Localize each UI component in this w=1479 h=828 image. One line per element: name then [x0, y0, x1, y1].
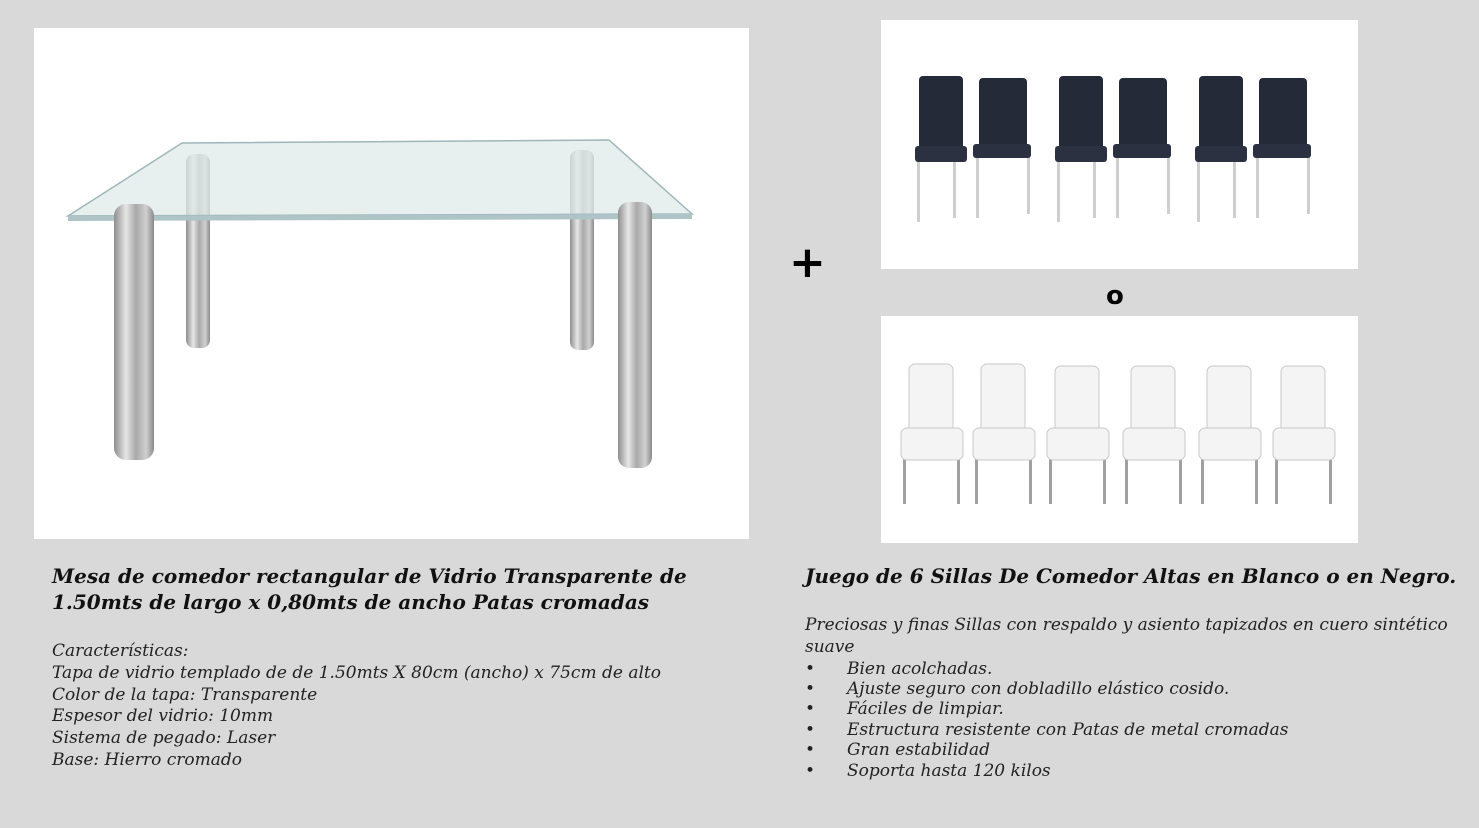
- chairs-feature-item: • Ajuste seguro con dobladillo elástico cosido.: [805, 679, 1455, 699]
- plus-sign: +: [789, 237, 826, 288]
- black-chair-pair-1: [915, 76, 1031, 222]
- table-feature-color: Color de la tapa: Transparente: [52, 684, 318, 705]
- glass-tabletop: [68, 140, 692, 216]
- white-chairs-photo: [881, 316, 1358, 543]
- table-photo: [34, 28, 749, 539]
- chairs-title: Juego de 6 Sillas De Comedor Altas en Blanco o en Negro.: [805, 564, 1457, 588]
- chairs-intro: Preciosas y finas Sillas con respaldo y asiento tapizados en cuero sintético suave: [805, 615, 1448, 657]
- white-chair-6: [1273, 366, 1335, 504]
- chairs-feature-item: • Estructura resistente con Patas de metal cromadas: [805, 720, 1455, 740]
- black-chairs-photo: [881, 20, 1358, 269]
- table-feature-dimensions: Tapa de vidrio templado de de 1.50mts X 80cm (ancho) x 75cm de alto: [52, 662, 661, 683]
- chairs-feature-item: • Bien acolchadas.: [805, 659, 1455, 679]
- chairs-feature-item: • Gran estabilidad: [805, 740, 1455, 760]
- table-feature-base: Base: Hierro cromado: [52, 749, 243, 770]
- or-separator: o: [1106, 281, 1124, 311]
- table-features: [52, 641, 692, 772]
- white-chair-2: [973, 364, 1035, 504]
- chairs-feature-item: • Fáciles de limpiar.: [805, 699, 1455, 719]
- white-chair-4: [1123, 366, 1185, 504]
- white-chair-1: [901, 364, 963, 504]
- table-leg-front-left: [114, 204, 154, 460]
- glass-table-illustration: [34, 28, 749, 539]
- black-chair-pair-2: [1055, 76, 1171, 222]
- table-features-heading: Características:: [52, 641, 189, 661]
- white-chairs-illustration: [881, 316, 1358, 543]
- table-title: Mesa de comedor rectangular de Vidrio Transparente de 1.50mts de largo x 0,80mts de ancho Patas cromadas: [52, 564, 687, 614]
- white-chair-3: [1047, 366, 1109, 504]
- table-leg-front-right: [618, 202, 652, 468]
- black-chairs-illustration: [881, 20, 1358, 269]
- chairs-features-list: [805, 659, 1455, 781]
- table-feature-bonding: Sistema de pegado: Laser: [52, 728, 276, 749]
- white-chair-5: [1199, 366, 1261, 504]
- chairs-description: [805, 615, 1455, 781]
- black-chair-pair-3: [1195, 76, 1311, 222]
- chairs-feature-item: • Soporta hasta 120 kilos: [805, 761, 1455, 781]
- table-feature-thickness: Espesor del vidrio: 10mm: [52, 706, 274, 727]
